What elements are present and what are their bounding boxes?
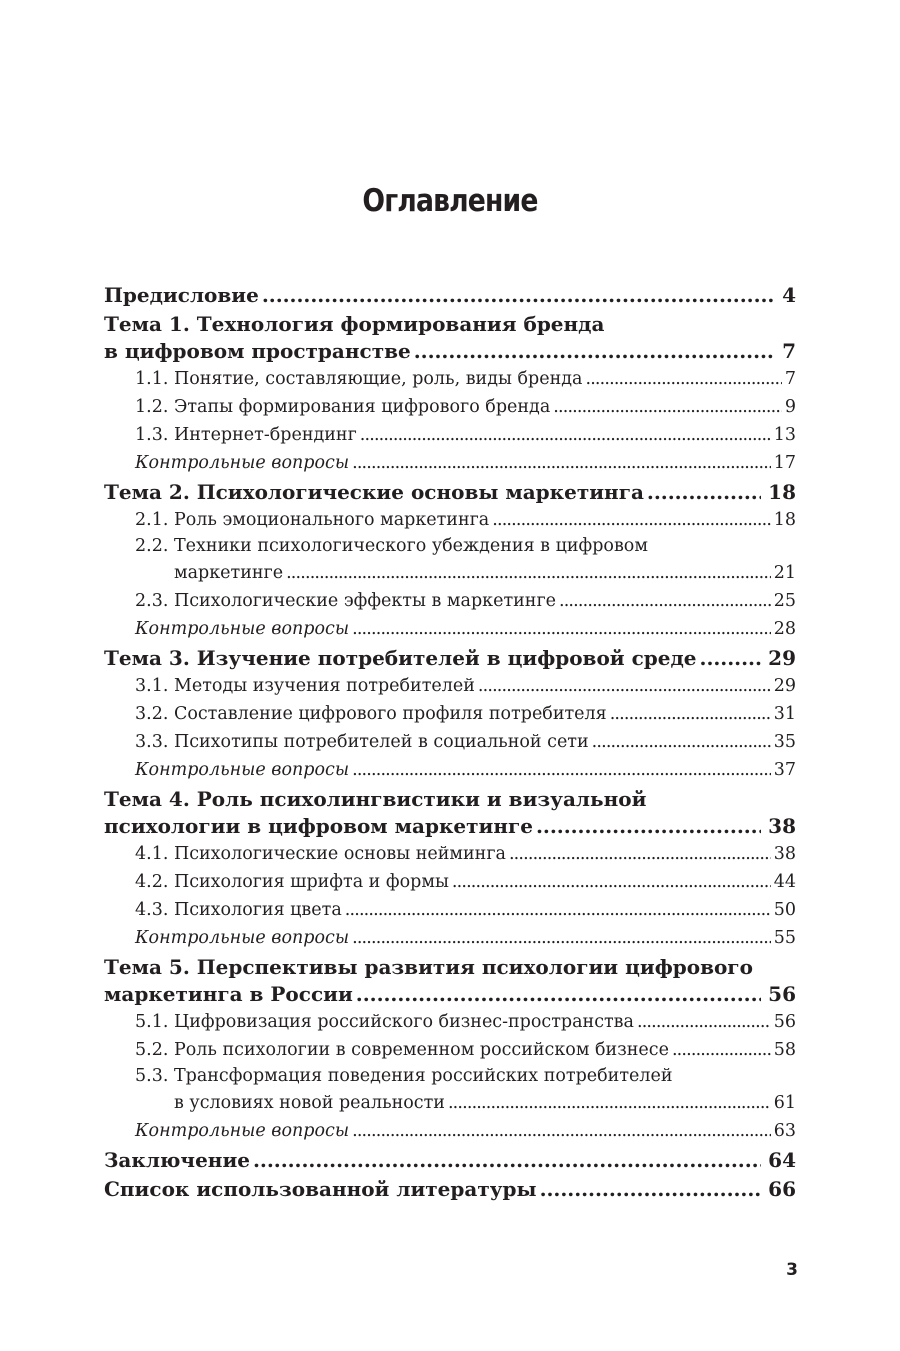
page-number: 3 bbox=[786, 1260, 798, 1280]
toc-entry-page: 13 bbox=[773, 425, 796, 445]
toc-entry-topic5[interactable] bbox=[104, 953, 796, 1008]
toc-subentry-2-1[interactable] bbox=[104, 506, 796, 534]
toc-entry-label: 5.1. Цифровизация российского бизнес-пространства bbox=[135, 1012, 634, 1032]
toc-subentry-3-questions[interactable] bbox=[104, 756, 796, 784]
dot-leader bbox=[559, 587, 771, 615]
toc-entry-topic3[interactable] bbox=[104, 644, 796, 672]
dot-leader bbox=[262, 281, 775, 309]
toc-entry-label-cont: психологии в цифровом маркетинге bbox=[104, 814, 533, 838]
toc-entry-label: Контрольные вопросы bbox=[135, 760, 350, 780]
toc-entry-page: 56 bbox=[768, 982, 796, 1006]
toc-entry-label: 3.2. Составление цифрового профиля потребителя bbox=[135, 704, 607, 724]
dot-leader bbox=[509, 840, 771, 868]
toc-entry-page: 31 bbox=[773, 704, 796, 724]
dot-leader bbox=[352, 615, 771, 643]
dot-leader bbox=[360, 421, 771, 449]
toc-entry-label: 1.3. Интернет-брендинг bbox=[135, 425, 357, 445]
toc-subentry-4-questions[interactable] bbox=[104, 924, 796, 952]
toc-subentry-1-questions[interactable] bbox=[104, 449, 796, 477]
toc-entry-page: 29 bbox=[773, 676, 796, 696]
toc-entry-page: 66 bbox=[768, 1177, 796, 1201]
toc-subentry-1-3[interactable] bbox=[104, 421, 796, 449]
toc-entry-label-cont: маркетинге bbox=[174, 563, 284, 583]
toc-subentry-4-1[interactable] bbox=[104, 840, 796, 868]
dot-leader bbox=[647, 478, 761, 506]
toc-entry-page: 63 bbox=[773, 1121, 796, 1141]
toc-entry-page: 38 bbox=[768, 814, 796, 838]
toc-entry-label: 4.3. Психология цвета bbox=[135, 900, 342, 920]
toc-entry-page: 61 bbox=[773, 1093, 796, 1113]
dot-leader bbox=[540, 1175, 762, 1203]
toc-entry-page: 18 bbox=[768, 480, 796, 504]
toc-subentry-1-1[interactable] bbox=[104, 365, 796, 393]
toc-entry-label: Заключение bbox=[104, 1148, 250, 1172]
toc-entry-label: Тема 1. Технология формирования бренда bbox=[104, 312, 605, 336]
toc-subentry-2-2[interactable] bbox=[104, 534, 796, 587]
toc-entry-page: 17 bbox=[773, 453, 796, 473]
toc-entry-page: 50 bbox=[773, 900, 796, 920]
toc-entry-page: 18 bbox=[773, 510, 796, 530]
dot-leader bbox=[414, 337, 775, 365]
toc-entry-label: 3.1. Методы изучения потребителей bbox=[135, 676, 475, 696]
toc-entry-conclusion[interactable] bbox=[104, 1146, 796, 1174]
dot-leader bbox=[492, 506, 770, 534]
dot-leader bbox=[345, 896, 771, 924]
toc-entry-topic4[interactable] bbox=[104, 785, 796, 840]
dot-leader bbox=[672, 1036, 771, 1064]
toc-entry-page: 9 bbox=[784, 397, 796, 417]
dot-leader bbox=[553, 393, 782, 421]
toc-entry-page: 21 bbox=[773, 563, 796, 583]
toc-entry-label-cont: в цифровом пространстве bbox=[104, 339, 411, 363]
toc-entry-page: 37 bbox=[773, 760, 796, 780]
dot-leader bbox=[592, 728, 771, 756]
toc-entry-label: Контрольные вопросы bbox=[135, 1121, 350, 1141]
toc-subentry-5-2[interactable] bbox=[104, 1036, 796, 1064]
toc-entry-label: Тема 2. Психологические основы маркетинга bbox=[104, 480, 644, 504]
toc-entry-label: 2.3. Психологические эффекты в маркетинге bbox=[135, 591, 556, 611]
toc-entry-page: 28 bbox=[773, 619, 796, 639]
table-of-contents bbox=[104, 280, 796, 1203]
toc-entry-topic2[interactable] bbox=[104, 478, 796, 506]
toc-entry-label: Тема 3. Изучение потребителей в цифровой среде bbox=[104, 646, 697, 670]
toc-subentry-5-3[interactable] bbox=[104, 1064, 796, 1117]
page-title: Оглавление bbox=[362, 183, 538, 219]
toc-entry-page: 25 bbox=[773, 591, 796, 611]
toc-entry-page: 58 bbox=[773, 1040, 796, 1060]
toc-entry-page: 56 bbox=[773, 1012, 796, 1032]
toc-entry-preface[interactable] bbox=[104, 281, 796, 309]
toc-entry-page: 38 bbox=[773, 844, 796, 864]
toc-entry-page: 7 bbox=[782, 339, 796, 363]
toc-entry-topic1[interactable] bbox=[104, 310, 796, 365]
toc-subentry-3-3[interactable] bbox=[104, 728, 796, 756]
toc-subentry-2-questions[interactable] bbox=[104, 615, 796, 643]
toc-entry-page: 44 bbox=[773, 872, 796, 892]
toc-entry-label: 2.1. Роль эмоционального маркетинга bbox=[135, 510, 490, 530]
dot-leader bbox=[356, 980, 761, 1008]
toc-subentry-5-questions[interactable] bbox=[104, 1117, 796, 1145]
toc-entry-label: Контрольные вопросы bbox=[135, 453, 350, 473]
dot-leader bbox=[452, 868, 771, 896]
toc-entry-page: 55 bbox=[773, 928, 796, 948]
toc-entry-label: 5.2. Роль психологии в современном российском бизнесе bbox=[135, 1040, 669, 1060]
toc-entry-label: 1.2. Этапы формирования цифрового бренда bbox=[135, 397, 551, 417]
toc-entry-label-cont: в условиях новой реальности bbox=[174, 1093, 445, 1113]
toc-subentry-2-3[interactable] bbox=[104, 587, 796, 615]
toc-entry-label: 1.1. Понятие, составляющие, роль, виды бренда bbox=[135, 369, 583, 389]
toc-entry-label: Контрольные вопросы bbox=[135, 928, 350, 948]
toc-entry-label: 4.2. Психология шрифта и формы bbox=[135, 872, 449, 892]
dot-leader bbox=[253, 1146, 761, 1174]
toc-entry-references[interactable] bbox=[104, 1175, 796, 1203]
toc-entry-label: Список использованной литературы bbox=[104, 1177, 537, 1201]
dot-leader bbox=[352, 1117, 771, 1145]
toc-entry-label: Тема 4. Роль психолингвистики и визуальной bbox=[104, 787, 647, 811]
dot-leader bbox=[286, 559, 771, 587]
dot-leader bbox=[637, 1008, 771, 1036]
toc-subentry-4-2[interactable] bbox=[104, 868, 796, 896]
dot-leader bbox=[610, 700, 771, 728]
toc-entry-label: 3.3. Психотипы потребителей в социальной сети bbox=[135, 732, 589, 752]
dot-leader bbox=[448, 1089, 771, 1117]
toc-entry-label: Контрольные вопросы bbox=[135, 619, 350, 639]
toc-entry-label-cont: маркетинга в России bbox=[104, 982, 353, 1006]
toc-subentry-3-2[interactable] bbox=[104, 700, 796, 728]
dot-leader bbox=[536, 812, 761, 840]
dot-leader bbox=[585, 365, 781, 393]
dot-leader bbox=[352, 449, 771, 477]
toc-subentry-1-2[interactable] bbox=[104, 393, 796, 421]
dot-leader bbox=[700, 644, 762, 672]
toc-entry-label: Тема 5. Перспективы развития психологии цифрового bbox=[104, 955, 753, 979]
toc-entry-label: Предисловие bbox=[104, 283, 259, 307]
toc-subentry-3-1[interactable] bbox=[104, 672, 796, 700]
dot-leader bbox=[352, 924, 771, 952]
toc-entry-page: 4 bbox=[782, 283, 796, 307]
toc-entry-page: 35 bbox=[773, 732, 796, 752]
toc-entry-page: 7 bbox=[784, 369, 796, 389]
toc-entry-label: 2.2. Техники психологического убеждения в цифровом bbox=[135, 536, 648, 556]
toc-subentry-5-1[interactable] bbox=[104, 1008, 796, 1036]
toc-subentry-4-3[interactable] bbox=[104, 896, 796, 924]
toc-entry-page: 29 bbox=[768, 646, 796, 670]
dot-leader bbox=[478, 672, 771, 700]
toc-entry-label: 4.1. Психологические основы нейминга bbox=[135, 844, 506, 864]
toc-entry-label: 5.3. Трансформация поведения российских потребителей bbox=[135, 1066, 673, 1086]
toc-entry-page: 64 bbox=[768, 1148, 796, 1172]
dot-leader bbox=[352, 756, 771, 784]
